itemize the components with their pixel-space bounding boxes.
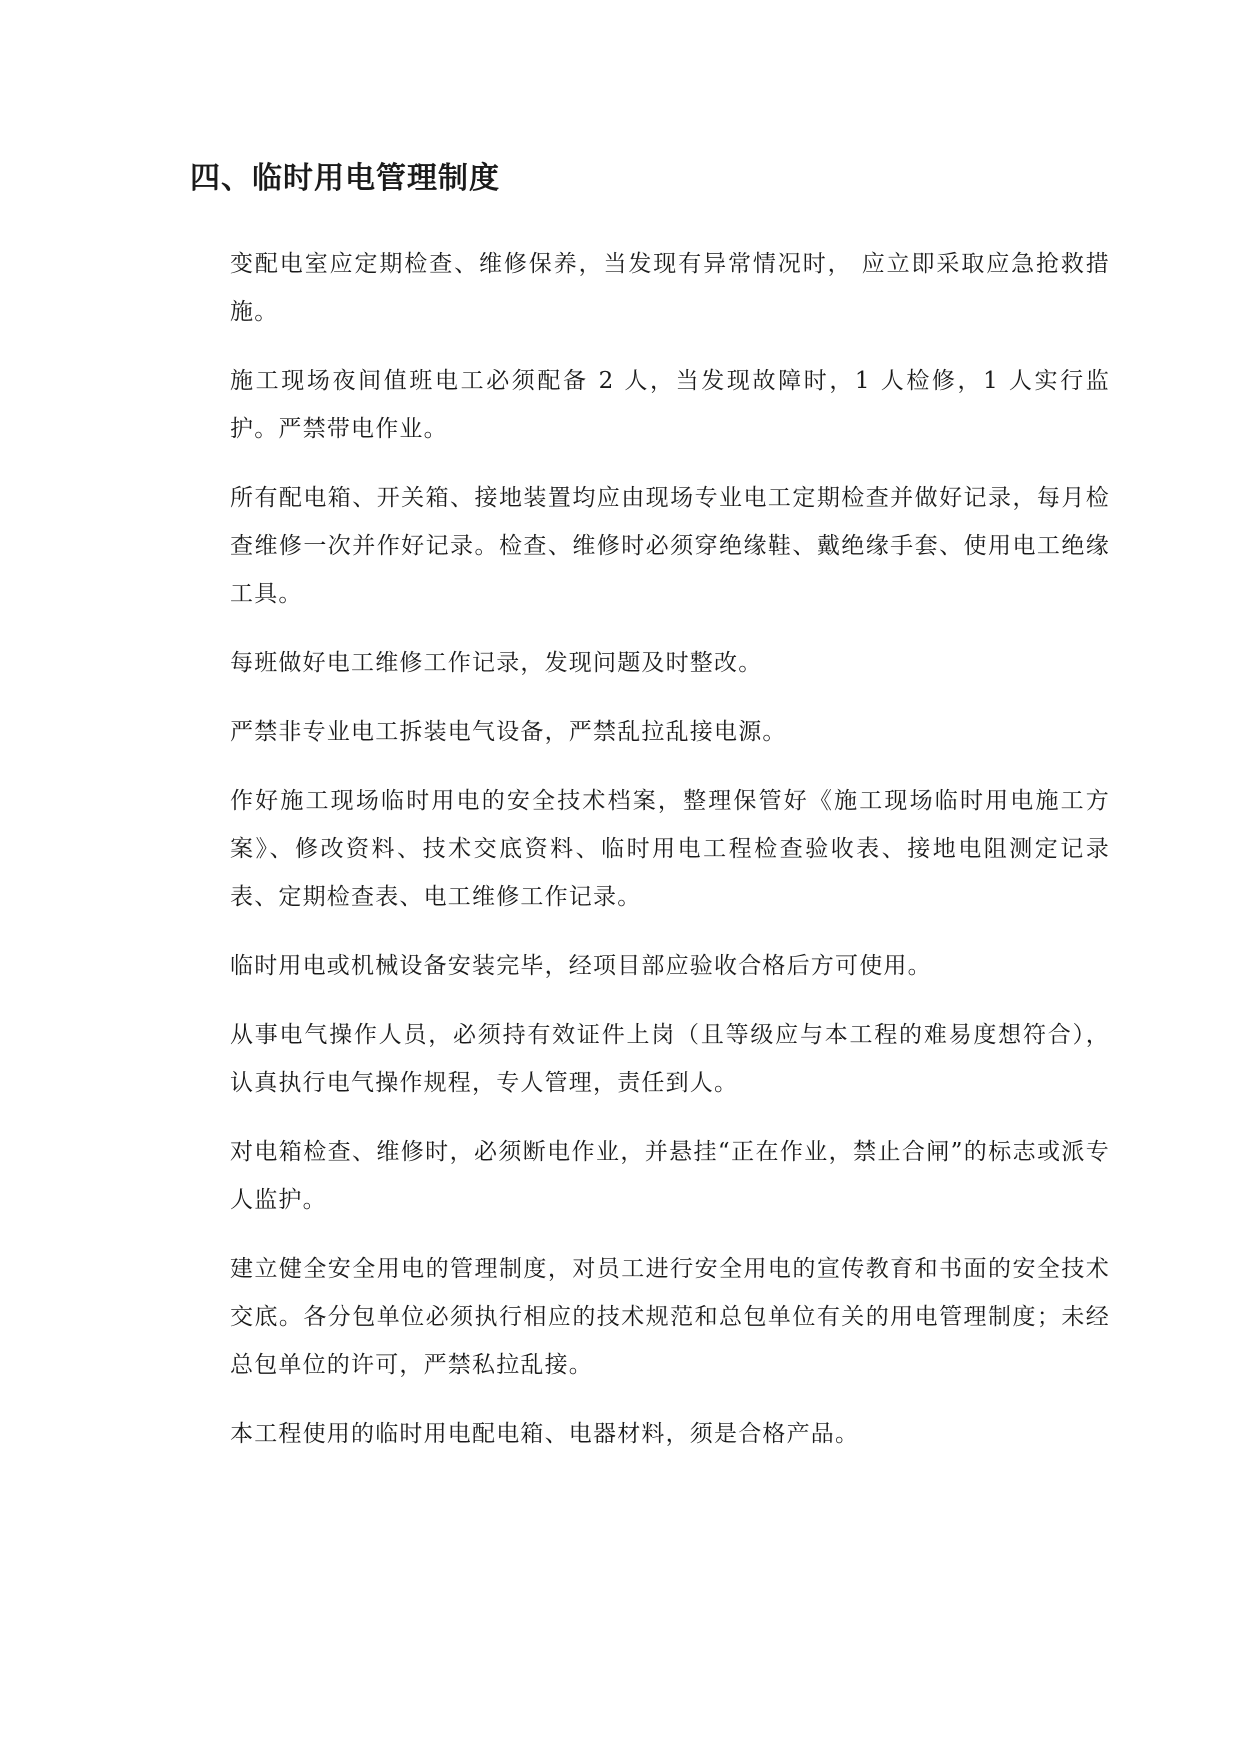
paragraph: 建立健全安全用电的管理制度，对员工进行安全用电的宣传教育和书面的安全技术交底。各分包单位必须执行相应的技术规范和总包单位有关的用电管理制度；未经总包单位的许可，严禁私拉乱接。 — [230, 1256, 1110, 1378]
paragraph: 作好施工现场临时用电的安全技术档案，整理保管好《施工现场临时用电施工方案》、修改资料、技术交底资料、临时用电工程检查验收表、接地电阻测定记录表、定期检查表、电工维修工作记录。 — [230, 788, 1110, 910]
paragraph: 临时用电或机械设备安装完毕，经项目部应验收合格后方可使用。 — [230, 953, 932, 979]
section-heading: 四、临时用电管理制度 — [190, 161, 500, 196]
paragraph: 每班做好电工维修工作记录，发现问题及时整改。 — [230, 650, 763, 676]
paragraph: 从事电气操作人员，必须持有效证件上岗（且等级应与本工程的难易度想符合），认真执行电气操作规程，专人管理，责任到人。 — [230, 1022, 1110, 1096]
paragraph: 所有配电箱、开关箱、接地装置均应由现场专业电工定期检查并做好记录，每月检查维修一次并作好记录。检查、维修时必须穿绝缘鞋、戴绝缘手套、使用电工绝缘工具。 — [230, 485, 1110, 607]
paragraph: 变配电室应定期检查、维修保养，当发现有异常情况时， 应立即采取应急抢救措施。 — [230, 251, 1110, 325]
paragraph: 本工程使用的临时用电配电箱、电器材料，须是合格产品。 — [230, 1421, 860, 1447]
paragraph: 严禁非专业电工拆装电气设备，严禁乱拉乱接电源。 — [230, 719, 787, 745]
paragraph: 施工现场夜间值班电工必须配备 2 人，当发现故障时，1 人检修，1 人实行监护。严禁带电作业。 — [230, 368, 1110, 442]
paragraph: 对电箱检查、维修时，必须断电作业，并悬挂“正在作业，禁止合闸”的标志或派专人监护。 — [230, 1139, 1110, 1213]
document-body — [230, 240, 1110, 1479]
